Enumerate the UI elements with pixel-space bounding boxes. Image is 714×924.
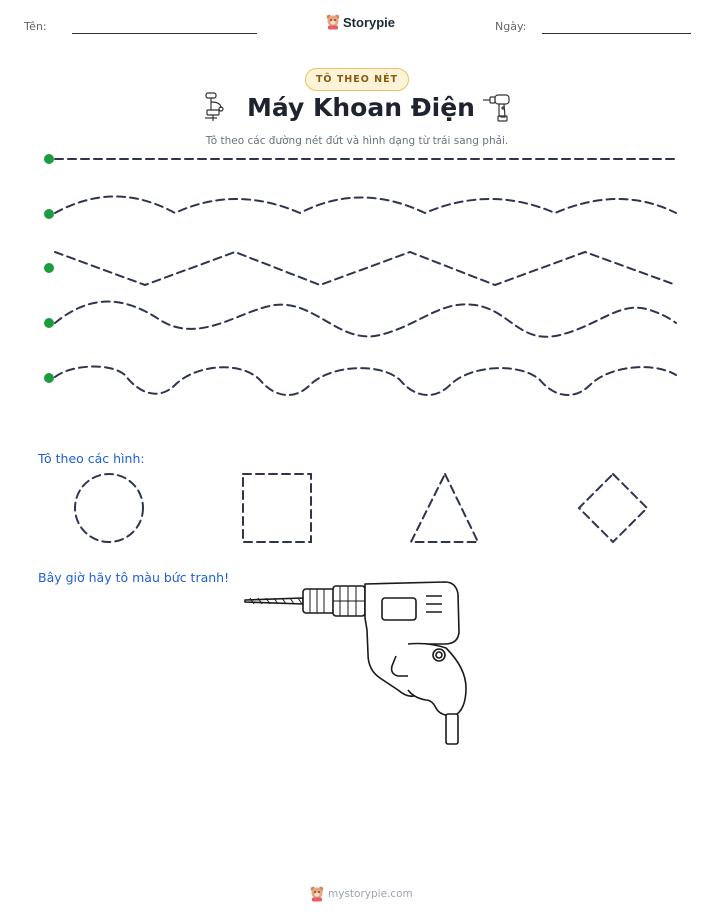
- electric-drill-drawing: [240, 578, 472, 748]
- name-label: Tên:: [24, 20, 47, 33]
- instructions: Tô theo các đường nét đứt và hình dạng từ trái sang phải.: [205, 135, 509, 147]
- activity-badge: TÔ THEO NÉT: [305, 68, 409, 91]
- shape-square: [243, 474, 311, 542]
- shape-diamond: [579, 474, 647, 542]
- brand-name: Storypie: [343, 14, 396, 30]
- coloring-section-label: Bây giờ hãy tô màu bức tranh!: [38, 570, 230, 585]
- shape-triangle: [411, 474, 478, 542]
- shapes-section-label: Tô theo các hình:: [38, 451, 145, 466]
- page-title: Máy Khoan Điện: [247, 93, 475, 122]
- date-label: Ngày:: [495, 20, 527, 33]
- bear-icon: [310, 886, 324, 902]
- shape-circle: [75, 474, 143, 542]
- footer-site[interactable]: mystorypie.com: [328, 888, 413, 900]
- footer: [310, 886, 413, 902]
